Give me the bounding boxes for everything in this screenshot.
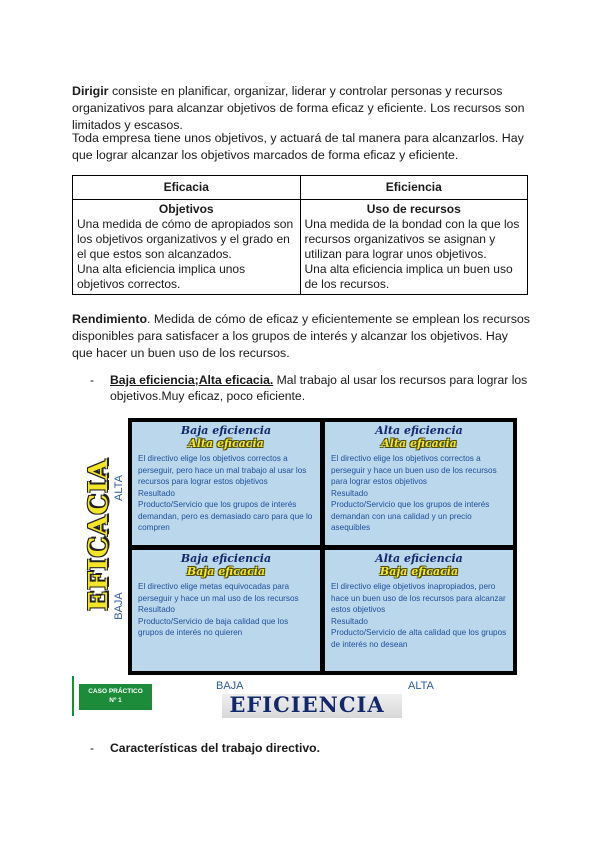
table-text-eficacia-2: Una alta eficiencia implica unos objetivos correctos. (77, 262, 246, 291)
eficacia-axis-title: EFICACIA (84, 458, 114, 611)
caso-number: Nº 1 (109, 697, 122, 704)
caso-label: CASO PRÁCTICO (88, 688, 143, 695)
table-subhead-objetivos: Objetivos (158, 202, 214, 216)
y-axis-high-label: ALTA (113, 475, 125, 501)
table-cell-eficacia (73, 200, 301, 295)
cell-resultado: Resultado (138, 605, 175, 614)
table-cell-eficiencia (300, 200, 528, 295)
cell-outcome: Producto/Servicio que los grupos de interés demandan, pero es demasiado caro para que lo compren (138, 500, 313, 532)
cell-text: El directivo elige metas equivocadas para perseguir y hace un mal uso de los recursos (138, 582, 299, 603)
objectives-paragraph: Toda empresa tiene unos objetivos, y actuará de tal manera para alcanzarlos. Hay que lograr alcanzar los objetivos marcados de forma eficaz y eficiente. (72, 131, 524, 162)
cell-text: El directivo elige los objetivos correctos a perseguir, pero hace un mal trabajo al usar los recursos para lograr estos objetivos (138, 454, 307, 486)
matrix-cell-bottom-right (325, 550, 513, 671)
matrix-cell-bottom-left (132, 550, 320, 671)
cell-outcome: Producto/Servicio de alta calidad que los grupos de interés no desean (331, 628, 507, 649)
cell-subheading: Alta eficacia (381, 437, 457, 450)
cell-subheading: Alta eficacia (188, 437, 264, 450)
bullet-dash: - (90, 741, 95, 755)
table-text-eficiencia-2: Una alta eficiencia implica un buen uso de los recursos. (304, 262, 513, 291)
x-axis-high-label: ALTA (408, 680, 434, 692)
rendimiento-definition: . Medida de cómo de eficaz y eficientemente se emplean los recursos disponibles para satisfacer a los grupos de interés y alcanzar los objetivos. Hay que hacer un buen uso de los recursos. (72, 312, 530, 360)
matrix-cell-top-right (325, 422, 513, 545)
caso-practico-badge (79, 684, 152, 710)
dirigir-paragraph (72, 83, 532, 134)
table-header-eficacia: Eficacia (73, 176, 301, 200)
cell-resultado: Resultado (331, 616, 368, 626)
cell-heading: Alta eficiencia (375, 552, 463, 565)
bullet-dash: - (90, 373, 95, 387)
cell-text: El directivo elige objetivos inapropiados, pero hace un buen uso de los recursos para alcanzar estos objetivos (331, 582, 506, 614)
eficiencia-axis-title: EFICIENCIA (229, 692, 385, 717)
cell-text: El directivo elige los objetivos correctos a perseguir y hace un buen uso de los recursos para lograr estos objetivos (331, 454, 497, 486)
bullet-text (110, 372, 530, 404)
y-axis-low-label: BAJA (113, 592, 125, 620)
table-text-eficacia-1: Una medida de cómo de apropiados son los objetivos organizativos y el grado en el que estos son alcanzados. (77, 217, 294, 261)
rendimiento-paragraph (72, 311, 532, 362)
cell-heading: Baja eficiencia (180, 552, 272, 565)
table-text-eficiencia-1: Una medida de la bondad con la que los recursos organizativos se asignan y utilizan para lograr unos objetivos. (304, 217, 520, 261)
x-axis-low-label: BAJA (216, 680, 244, 692)
bullet-description: Mal trabajo al usar los recursos para lograr los objetivos.Muy eficaz, poco eficiente. (110, 373, 528, 403)
dirigir-definition: consiste en planificar, organizar, liderar y controlar personas y recursos organizativos para alcanzar objetivos de forma eficaz y eficiente. Los recursos son limitados y escasos. (72, 84, 525, 132)
matrix-cell-top-left (132, 422, 320, 545)
bullet-caracteristicas-text: Características del trabajo directivo. (110, 741, 320, 755)
cell-resultado: Resultado (138, 488, 175, 498)
efficiency-efficacy-matrix (128, 418, 517, 675)
eficacia-eficiencia-table (72, 175, 528, 295)
cell-resultado: Resultado (331, 488, 368, 498)
cell-heading: Alta eficiencia (375, 424, 463, 437)
dirigir-term: Dirigir (72, 84, 109, 98)
cell-subheading: Baja eficacia (186, 565, 266, 578)
cell-heading: Baja eficiencia (180, 424, 272, 437)
table-subhead-uso-recursos: Uso de recursos (366, 202, 461, 216)
table-header-eficiencia: Eficiencia (300, 176, 528, 200)
cell-outcome: Producto/Servicio que los grupos de interés demandan con una calidad y un precio asequibles (331, 500, 490, 532)
cell-subheading: Baja eficacia (379, 565, 459, 578)
caso-side-bar (72, 676, 79, 716)
bullet-title: Baja eficiencia;Alta eficacia. (110, 373, 274, 387)
rendimiento-term: Rendimiento (72, 312, 148, 326)
cell-outcome: Producto/Servicio de baja calidad que los grupos de interés no quieren (138, 616, 289, 637)
